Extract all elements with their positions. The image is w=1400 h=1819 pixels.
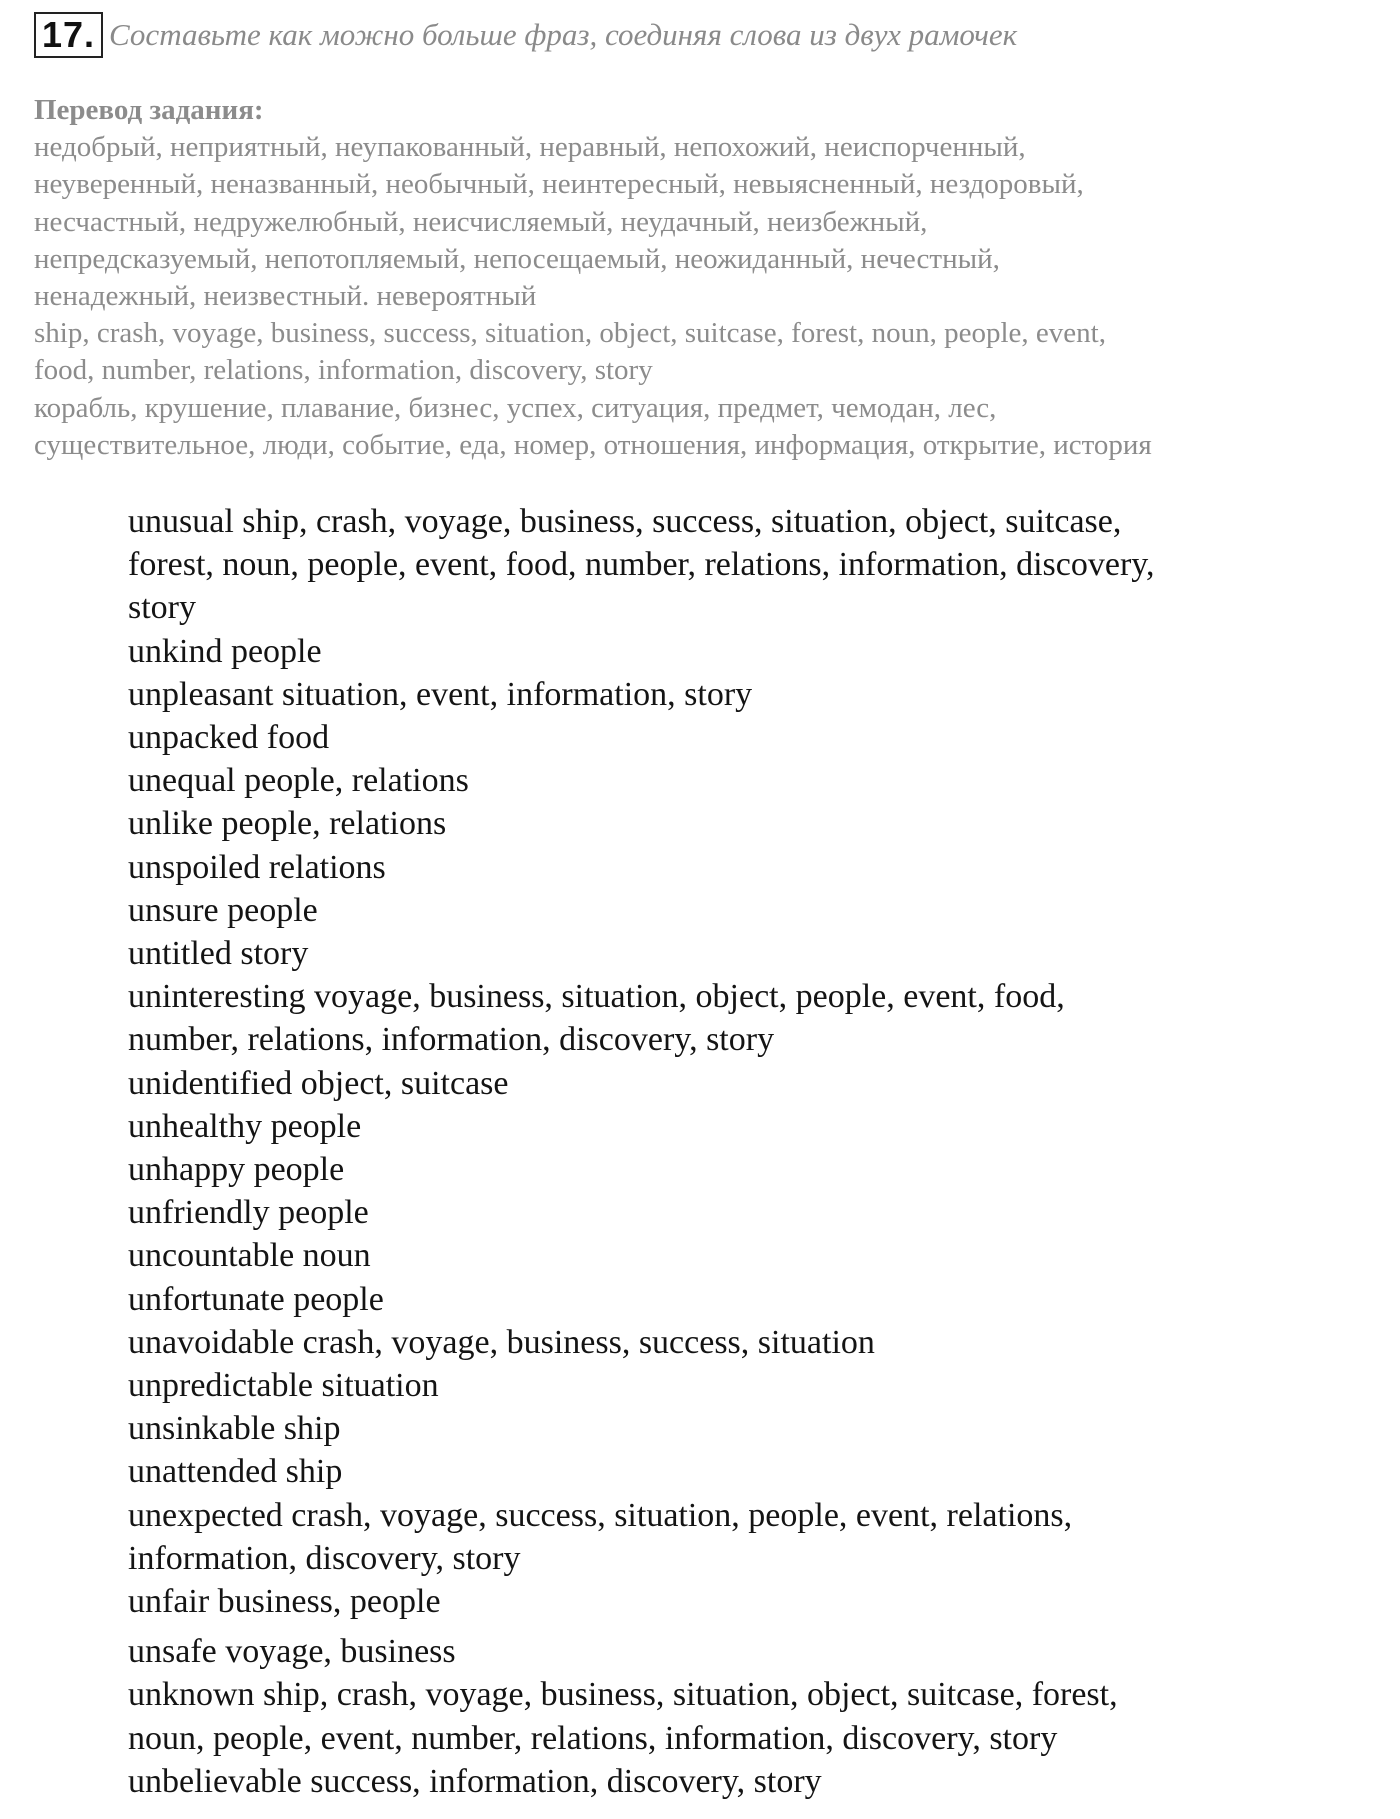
answer-line: untitled story: [128, 935, 309, 973]
answer-line: uninteresting voyage, business, situation, object, people, event, food,: [128, 978, 1065, 1016]
translation-line: непредсказуемый, непотопляемый, непосещаемый, неожиданный, нечестный,: [34, 242, 1000, 275]
answer-line: unpacked food: [128, 719, 330, 757]
answer-line: uncountable noun: [128, 1237, 371, 1275]
answer-line: unbelievable success, information, discovery, story: [128, 1762, 822, 1800]
translation-line: food, number, relations, information, discovery, story: [34, 354, 653, 387]
translation-section: [34, 92, 1354, 464]
task-number-box: 17.: [34, 12, 103, 58]
answer-line: unfriendly people: [128, 1194, 369, 1232]
answer-line: forest, noun, people, event, food, number, relations, information, discovery,: [128, 546, 1155, 584]
translation-line: корабль, крушение, плавание, бизнес, успех, ситуация, предмет, чемодан, лес,: [34, 391, 997, 424]
answer-line: unequal people, relations: [128, 762, 469, 800]
answer-list: [128, 500, 1348, 1803]
translation-line: неуверенный, неназванный, необычный, неинтересный, невыясненный, нездоровый,: [34, 168, 1084, 201]
answer-line: unspoiled relations: [128, 848, 386, 886]
answer-line: unpredictable situation: [128, 1367, 439, 1405]
answer-line: unhealthy people: [128, 1107, 362, 1145]
answer-line: unsinkable ship: [128, 1410, 341, 1448]
answer-line: unattended ship: [128, 1453, 343, 1491]
answer-line: unlike people, relations: [128, 805, 447, 843]
answer-line: unpleasant situation, event, information, story: [128, 675, 753, 713]
answer-line: unhappy people: [128, 1151, 345, 1189]
answer-line: unfortunate people: [128, 1280, 384, 1318]
answer-line: information, discovery, story: [128, 1539, 521, 1577]
translation-line: существительное, люди, событие, еда, номер, отношения, информация, открытие, история: [34, 428, 1152, 461]
answer-line: unexpected crash, voyage, success, situation, people, event, relations,: [128, 1496, 1073, 1534]
translation-heading: Перевод задания:: [34, 94, 264, 126]
translation-line: ship, crash, voyage, business, success, situation, object, suitcase, forest, noun, people, event,: [34, 317, 1106, 350]
task-instruction: Составьте как можно больше фраз, соединяя слова из двух рамочек: [109, 17, 1018, 52]
translation-line: ненадежный, неизвестный. невероятный: [34, 280, 537, 313]
answer-line: unavoidable crash, voyage, business, success, situation: [128, 1323, 875, 1361]
answer-line: unsure people: [128, 891, 318, 929]
answer-line: unfair business, people: [128, 1583, 441, 1621]
answer-line: unkind people: [128, 632, 322, 670]
translation-line: несчастный, недружелюбный, неисчисляемый, неудачный, неизбежный,: [34, 205, 928, 238]
answer-line: unidentified object, suitcase: [128, 1064, 509, 1102]
answer-line: unknown ship, crash, voyage, business, situation, object, suitcase, forest,: [128, 1676, 1118, 1714]
answer-line: unusual ship, crash, voyage, business, success, situation, object, suitcase,: [128, 503, 1122, 540]
answer-line: story: [128, 589, 196, 627]
task-header: [34, 12, 1017, 58]
answer-line: unsafe voyage, business: [128, 1633, 456, 1671]
translation-line: недобрый, неприятный, неупакованный, неравный, непохожий, неиспорченный,: [34, 131, 1026, 164]
answer-line: noun, people, event, number, relations, information, discovery, story: [128, 1719, 1058, 1757]
answer-line: number, relations, information, discovery, story: [128, 1021, 775, 1059]
